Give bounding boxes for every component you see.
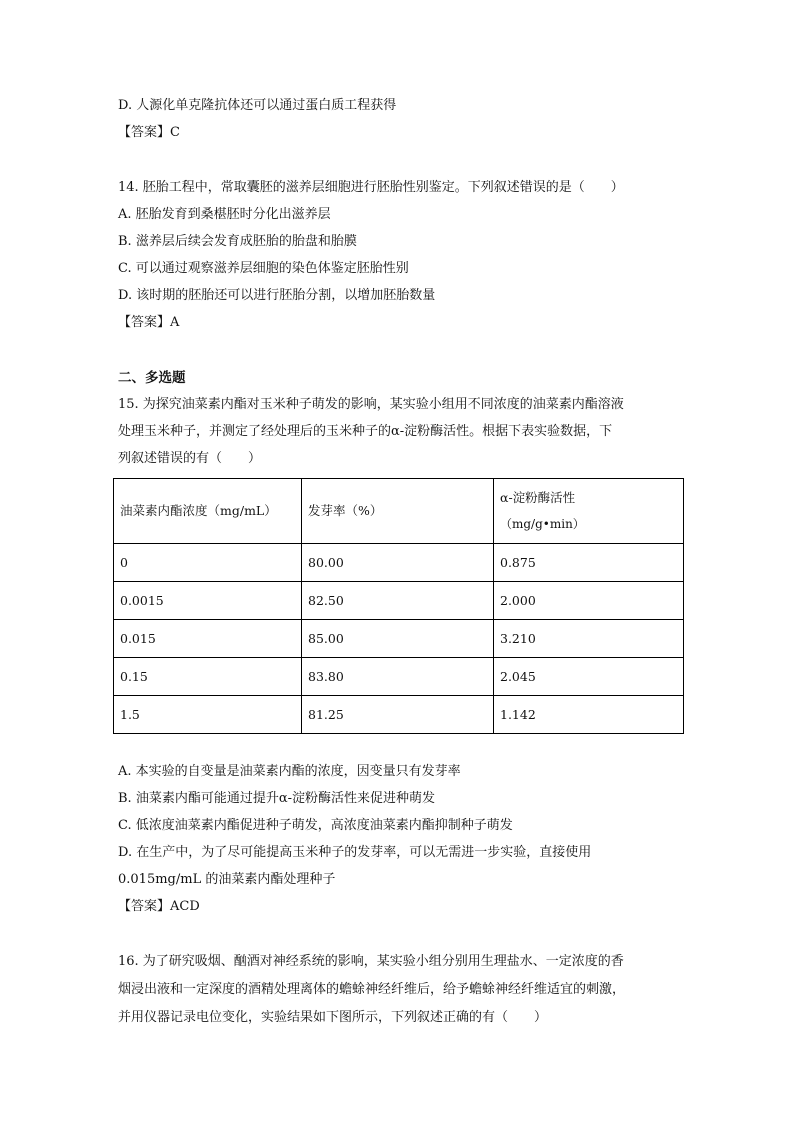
cell-concentration: 0 xyxy=(114,544,302,582)
q14-option-a: A. 胚胎发育到桑椹胚时分化出滋养层 xyxy=(118,207,331,222)
cell-amylase-activity: 1.142 xyxy=(494,696,684,734)
table-row xyxy=(114,620,684,658)
table-row xyxy=(114,582,684,620)
q14-option-c: C. 可以通过观察滋养层细胞的染色体鉴定胚胎性别 xyxy=(118,261,409,276)
header-germination-rate: 发芽率（%） xyxy=(302,479,494,544)
cell-concentration: 0.0015 xyxy=(114,582,302,620)
q15-option-c: C. 低浓度油菜素内酯促进种子萌发，高浓度油菜素内酯抑制种子萌发 xyxy=(118,818,513,833)
header-amylase-unit: （mg/g•min） xyxy=(500,517,585,531)
cell-amylase-activity: 2.045 xyxy=(494,658,684,696)
cell-concentration: 0.15 xyxy=(114,658,302,696)
header-amylase-label: α-淀粉酶活性 xyxy=(500,490,576,505)
cell-amylase-activity: 2.000 xyxy=(494,582,684,620)
q16-stem-line-1: 16. 为了研究吸烟、酗酒对神经系统的影响，某实验小组分别用生理盐水、一定浓度的香 xyxy=(118,954,624,969)
q14-stem: 14. 胚胎工程中，常取囊胚的滋养层细胞进行胚胎性别鉴定。下列叙述错误的是（ ） xyxy=(118,180,624,195)
cell-germination-rate: 82.50 xyxy=(302,582,494,620)
header-concentration: 油菜素内酯浓度（mg/mL） xyxy=(114,479,302,544)
cell-germination-rate: 80.00 xyxy=(302,544,494,582)
q15-stem-line-3: 列叙述错误的有（ ） xyxy=(118,451,262,466)
q15-option-d-continued: 0.015mg/mL 的油菜素内酯处理种子 xyxy=(118,872,336,887)
q16-stem-line-3: 并用仪器记录电位变化，实验结果如下图所示，下列叙述正确的有（ ） xyxy=(118,1010,548,1025)
q16-stem-line-2: 烟浸出液和一定深度的酒精处理离体的蟾蜍神经纤维后，给予蟾蜍神经纤维适宜的刺激， xyxy=(118,982,626,997)
table-header-row xyxy=(114,479,684,544)
q15-stem-line-1: 15. 为探究油菜素内酯对玉米种子萌发的影响，某实验小组用不同浓度的油菜素内酯溶液 xyxy=(118,397,624,412)
cell-amylase-activity: 3.210 xyxy=(494,620,684,658)
cell-concentration: 1.5 xyxy=(114,696,302,734)
cell-concentration: 0.015 xyxy=(114,620,302,658)
q14-option-d: D. 该时期的胚胎还可以进行胚胎分割，以增加胚胎数量 xyxy=(118,288,436,303)
q14-answer: 【答案】A xyxy=(118,315,180,330)
q15-answer: 【答案】ACD xyxy=(118,899,200,914)
q15-option-b: B. 油菜素内酯可能通过提升α-淀粉酶活性来促进种萌发 xyxy=(118,791,435,806)
header-amylase-activity xyxy=(494,479,684,544)
cell-amylase-activity: 0.875 xyxy=(494,544,684,582)
q15-data-table xyxy=(113,478,684,734)
q13-option-d: D. 人源化单克隆抗体还可以通过蛋白质工程获得 xyxy=(118,98,397,113)
q14-option-b: B. 滋养层后续会发育成胚胎的胎盘和胎膜 xyxy=(118,234,357,249)
cell-germination-rate: 85.00 xyxy=(302,620,494,658)
cell-germination-rate: 83.80 xyxy=(302,658,494,696)
table-row xyxy=(114,658,684,696)
section-title-multi-choice: 二、多选题 xyxy=(118,370,186,386)
q13-answer: 【答案】C xyxy=(118,125,180,140)
q15-option-a: A. 本实验的自变量是油菜素内酯的浓度，因变量只有发芽率 xyxy=(118,764,461,779)
cell-germination-rate: 81.25 xyxy=(302,696,494,734)
table-row xyxy=(114,544,684,582)
q15-stem-line-2: 处理玉米种子，并测定了经处理后的玉米种子的α-淀粉酶活性。根据下表实验数据，下 xyxy=(118,424,613,439)
table-row xyxy=(114,696,684,734)
q15-option-d: D. 在生产中，为了尽可能提高玉米种子的发芽率，可以无需进一步实验，直接使用 xyxy=(118,845,592,860)
